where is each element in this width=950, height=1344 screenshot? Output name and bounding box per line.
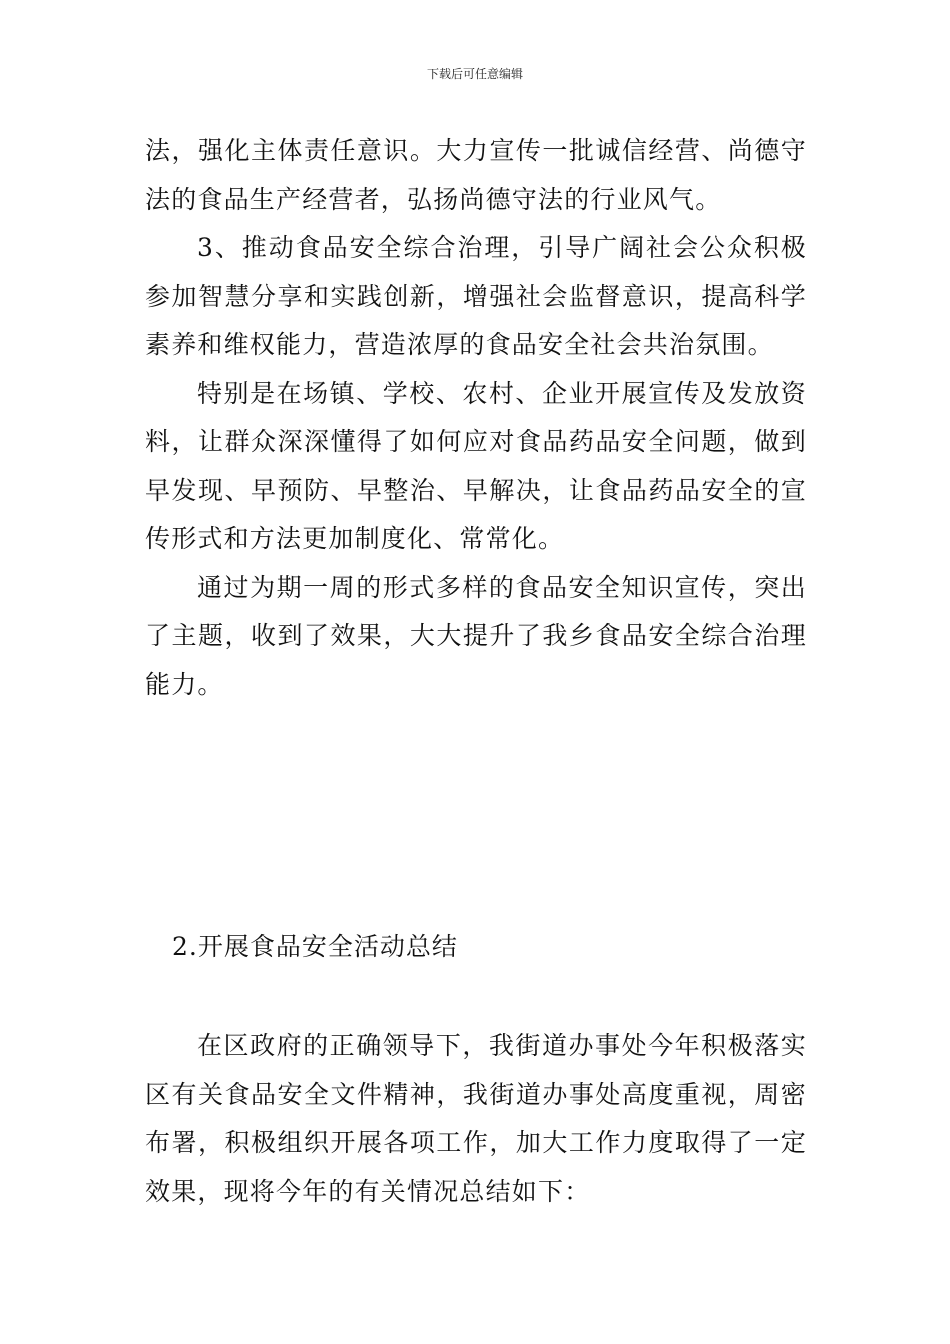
paragraph-continuation: 法，强化主体责任意识。大力宣传一批诚信经营、尚德守法的食品生产经营者，弘扬尚德守法的行业风气。 — [145, 136, 807, 214]
page-header: 下载后可任意编辑 — [426, 67, 523, 81]
paragraph-publicity: 特别是在场镇、学校、农村、企业开展宣传及发放资料，让群众深深懂得了如何应对食品药品安全问题，做到早发现、早预防、早整治、早解决，让食品药品安全的宣传形式和方法更加制度化、常常化。 — [145, 378, 807, 553]
paragraph-conclusion: 通过为期一周的形式多样的食品安全知识宣传，突出了主题，收到了效果，大大提升了我乡食品安全综合治理能力。 — [145, 572, 807, 699]
paragraph-intro: 在区政府的正确领导下，我街道办事处今年积极落实区有关食品安全文件精神，我街道办事处高度重视，周密布署，积极组织开展各项工作，加大工作力度取得了一定效果，现将今年的有关情况总结如下： — [145, 1031, 807, 1206]
paragraph-item-3: 3、推动食品安全综合治理，引导广阔社会公众积极参加智慧分享和实践创新，增强社会监督意识，提高科学素养和维权能力，营造浓厚的食品安全社会共治氛围。 — [145, 233, 807, 359]
body-text-bottom — [145, 1022, 807, 1216]
body-text-top — [145, 127, 807, 709]
section-heading: 2.开展食品安全活动总结 — [172, 932, 458, 961]
